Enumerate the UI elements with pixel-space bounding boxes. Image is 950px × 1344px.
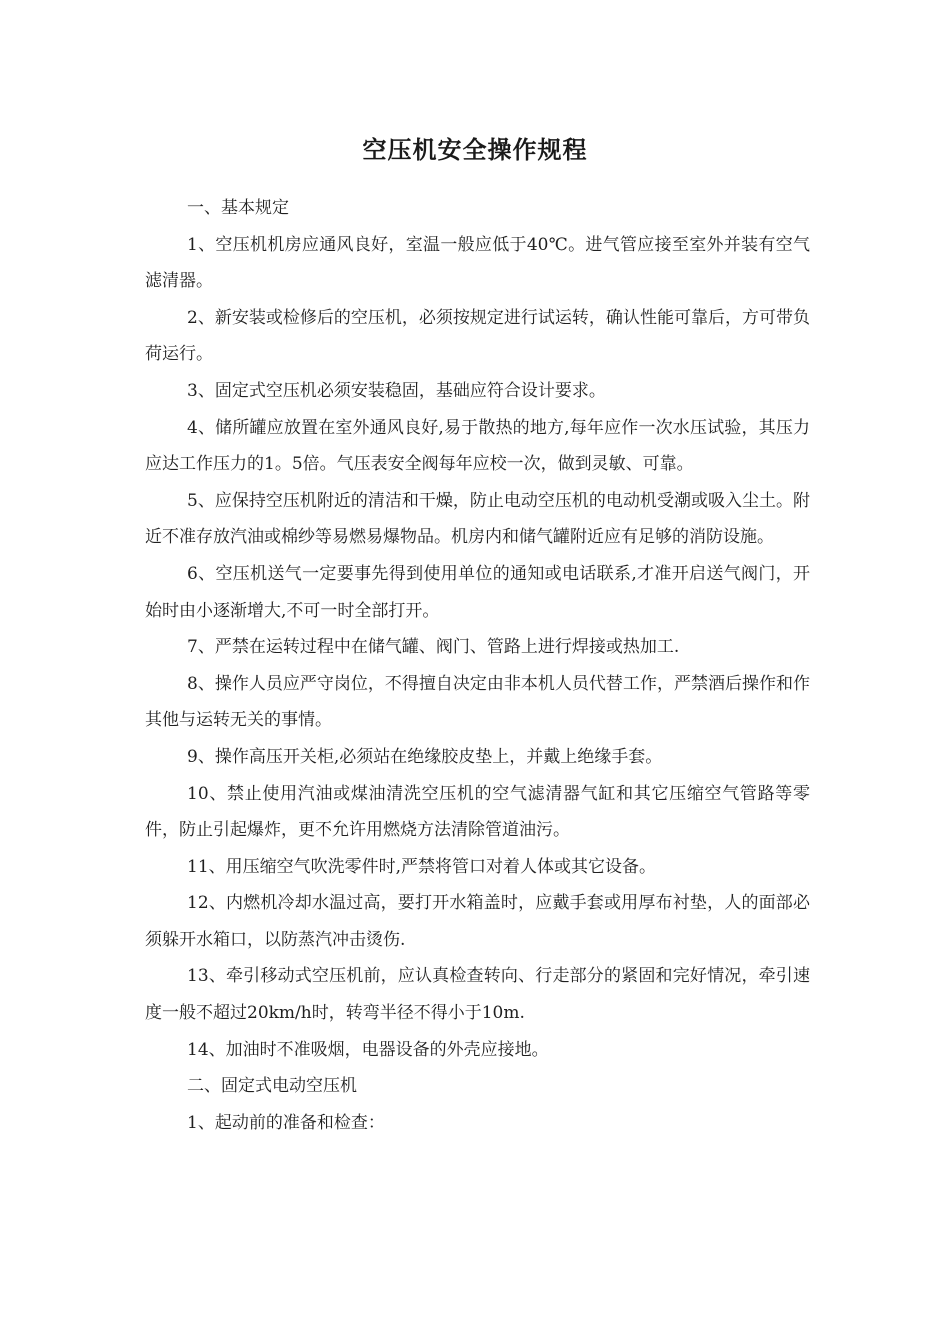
rule-paragraph: 14、加油时不准吸烟，电器设备的外壳应接地。 xyxy=(187,1039,549,1060)
section-heading-basic-rules: 一、基本规定 xyxy=(187,198,289,218)
rule-paragraph: 12、内燃机冷却水温过高，要打开水箱盖时，应戴手套或用厚布衬垫，人的面部必须躲开水箱口，以防蒸汽冲击烫伤. xyxy=(145,893,810,950)
rule-paragraph: 9、操作高压开关柜,必须站在绝缘胶皮垫上，并戴上绝缘手套。 xyxy=(187,746,663,767)
rule-paragraph: 7、严禁在运转过程中在储气罐、阀门、管路上进行焊接或热加工. xyxy=(187,637,680,658)
section-heading-fixed-electric-compressor: 二、固定式电动空压机 xyxy=(187,1076,357,1097)
rule-paragraph: 4、储所罐应放置在室外通风良好,易于散热的地方,每年应作一次水压试验，其压力应达工作压力的1。5倍。气压表安全阀每年应校一次，做到灵敏、可靠。 xyxy=(145,417,810,475)
rule-paragraph: 6、空压机送气一定要事先得到使用单位的通知或电话联系,才准开启送气阀门，开始时由小逐渐增大,不可一时全部打开。 xyxy=(145,563,810,621)
rule-paragraph: 8、操作人员应严守岗位，不得擅自决定由非本机人员代替工作，严禁酒后操作和作其他与运转无关的事情。 xyxy=(145,673,810,731)
rule-paragraph: 10、禁止使用汽油或煤油清洗空压机的空气滤清器气缸和其它压缩空气管路等零件，防止引起爆炸，更不允许用燃烧方法清除管道油污。 xyxy=(145,783,810,841)
document-title: 空压机安全操作规程 xyxy=(362,136,588,164)
subsection-heading-startup-checks: 1、起动前的准备和检查： xyxy=(187,1112,385,1133)
document-body xyxy=(145,190,810,1141)
rule-paragraph: 1、空压机机房应通风良好，室温一般应低于40℃。进气管应接至室外并装有空气滤清器。 xyxy=(145,234,810,292)
rule-paragraph: 2、新安装或检修后的空压机，必须按规定进行试运转，确认性能可靠后，方可带负荷运行。 xyxy=(145,307,810,365)
rule-paragraph: 13、牵引移动式空压机前，应认真检查转向、行走部分的紧固和完好情况，牵引速度一般不超过20km/h时，转弯半径不得小于10m. xyxy=(145,966,810,1024)
rule-paragraph: 5、应保持空压机附近的清洁和干燥，防止电动空压机的电动机受潮或吸入尘土。附近不准存放汽油或棉纱等易燃易爆物品。机房内和储气罐附近应有足够的消防设施。 xyxy=(145,490,810,548)
rule-paragraph: 11、用压缩空气吹洗零件时,严禁将管口对着人体或其它设备。 xyxy=(187,856,657,877)
rule-paragraph: 3、固定式空压机必须安装稳固，基础应符合设计要求。 xyxy=(187,380,606,401)
